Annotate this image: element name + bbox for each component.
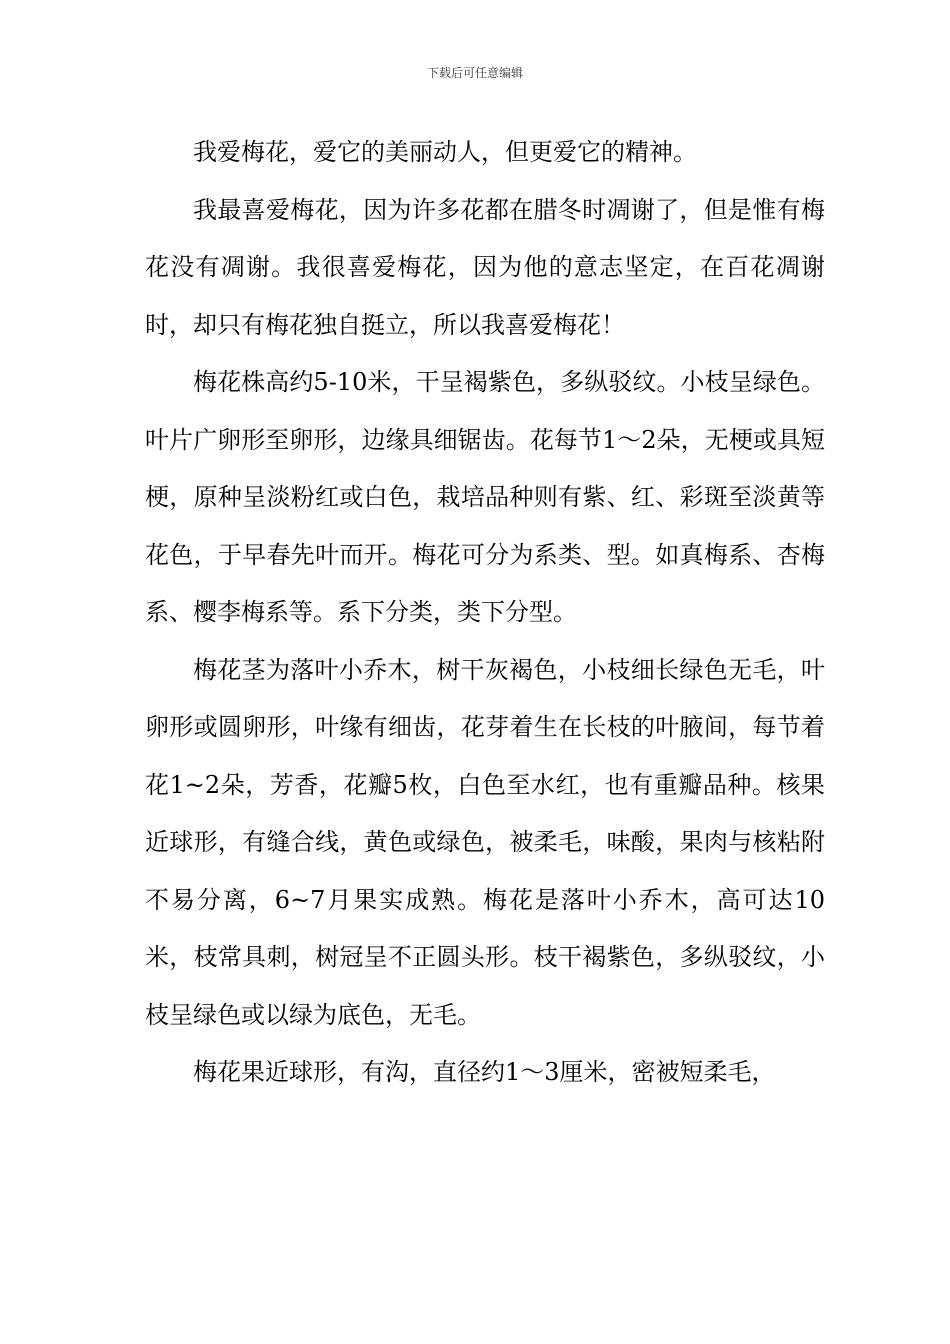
paragraph: 我爱梅花，爱它的美丽动人，但更爱它的精神。: [193, 138, 697, 166]
paragraph: 梅花株高约5-10米，干呈褐紫色，多纵驳纹。小枝呈绿色。叶片广卵形至卵形，边缘具细锯齿。花每节1～2朵，无梗或具短梗，原种呈淡粉红或白色，栽培品种则有紫、红、彩斑至淡黄等花色，于早春先叶而开。梅花可分为系类、型。如真梅系、杏梅系、樱李梅系等。系下分类，类下分型。: [145, 368, 825, 626]
header-note: 下载后可任意编辑: [426, 66, 523, 80]
paragraph: 我最喜爱梅花，因为许多花都在腊冬时凋谢了，但是惟有梅花没有凋谢。我很喜爱梅花，因为他的意志坚定，在百花凋谢时，却只有梅花独自挺立，所以我喜爱梅花！: [145, 195, 825, 339]
paragraph: 梅花果近球形，有沟，直径约1～3厘米，密被短柔毛，: [193, 1058, 776, 1086]
paragraph: 梅花茎为落叶小乔木，树干灰褐色，小枝细长绿色无毛，叶卵形或圆卵形，叶缘有细齿，花芽着生在长枝的叶腋间，每节着花1~2朵，芳香，花瓣5枚，白色至水红，也有重瓣品种。核果近球形，有缝合线，黄色或绿色，被柔毛，味酸，果肉与核粘附不易分离，6~7月果实成熟。梅花是落叶小乔木，高可达10米，枝常具刺，树冠呈不正圆头形。枝干褐紫色，多纵驳纹，小枝呈绿色或以绿为底色，无毛。: [145, 655, 825, 1029]
document-body: [145, 124, 825, 1102]
